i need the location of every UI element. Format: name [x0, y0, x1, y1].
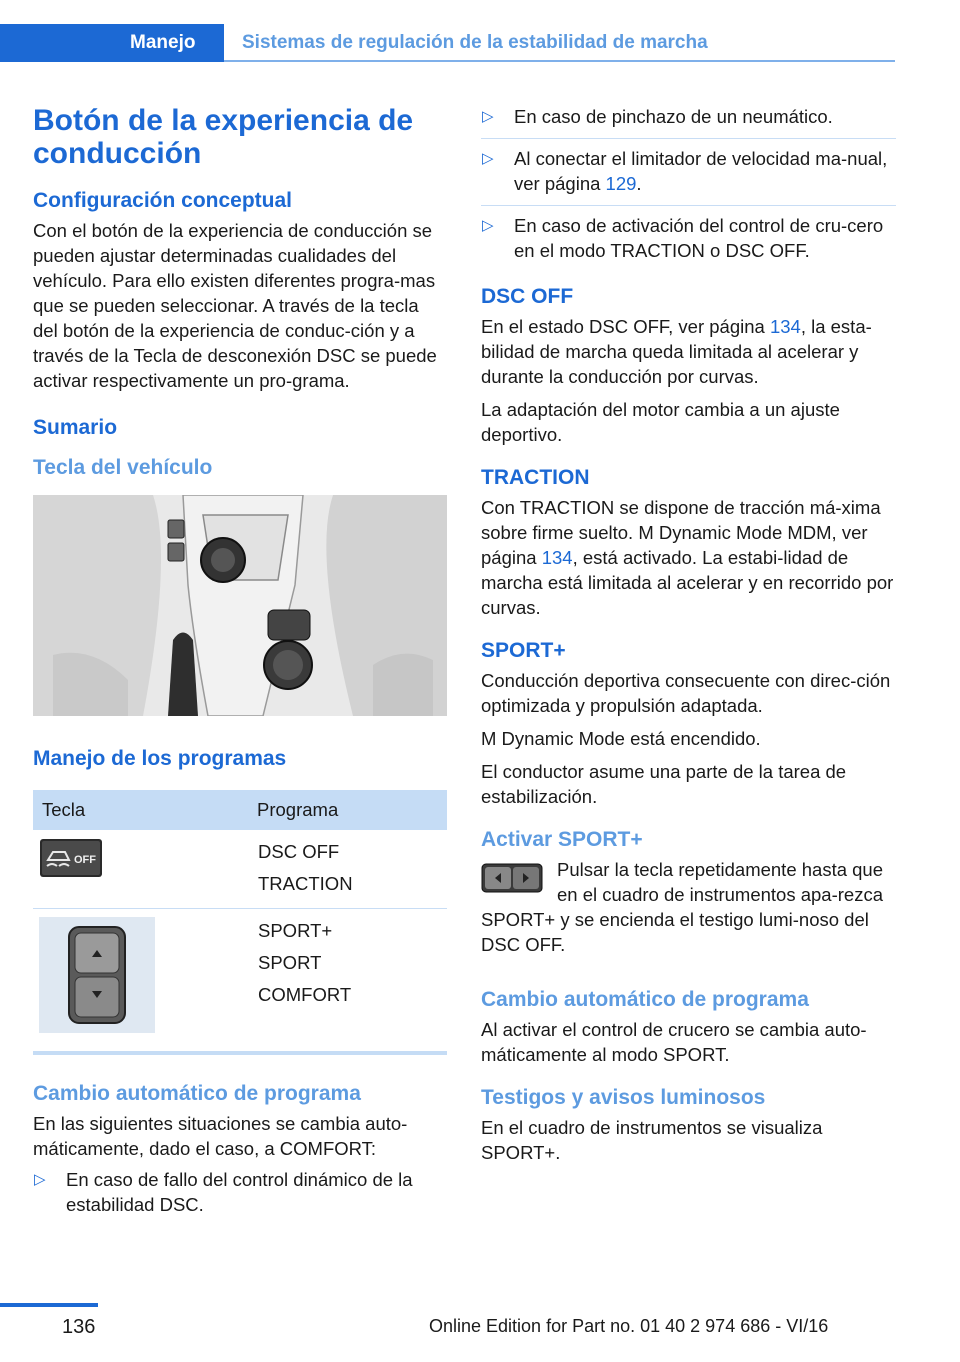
program-sport-plus: SPORT+ — [258, 920, 333, 941]
sport-plus-text-2: M Dynamic Mode está encendido. — [481, 728, 761, 749]
page-link-129[interactable]: 129 — [605, 173, 637, 194]
program-traction: TRACTION — [258, 873, 353, 894]
activate-sport-plus-block — [481, 857, 896, 957]
sport-plus-heading: SPORT+ — [481, 639, 566, 662]
left-column — [33, 100, 447, 1233]
list-item-text: Al conectar el limitador de velocidad ma‐nual, ver página — [514, 148, 888, 194]
key-cell — [33, 909, 249, 1054]
page-header — [0, 0, 960, 62]
traction-text-end: , está activado. La estabi‐lidad de marcha está limitada al acelerar y en recorrido por curvas. — [481, 547, 894, 618]
key-cell — [33, 830, 249, 909]
dsc-off-text-start: En el estado DSC OFF, ver página — [481, 316, 770, 337]
footer-rule — [0, 1303, 98, 1307]
header-program: Programa — [249, 790, 447, 830]
list-item — [481, 213, 896, 272]
triangle-bullet-icon: ▷ — [34, 1171, 46, 1188]
sport-plus-text-3: El conductor asume una parte de la tarea de estabilización. — [481, 761, 847, 807]
svg-text:OFF: OFF — [74, 854, 96, 866]
auto-change-2-text: Al activar el control de crucero se cambia auto‐máticamente al modo SPORT. — [481, 1019, 867, 1065]
driving-experience-rocker-icon — [481, 863, 543, 893]
center-console-illustration — [33, 495, 447, 716]
list-item-text-end: . — [636, 173, 642, 194]
list-item — [481, 104, 896, 139]
dsc-off-text-end: , la esta‐bilidad de marcha queda limitada al acelerar y durante la conducción por curvas. — [481, 316, 872, 387]
lights-heading: Testigos y avisos luminosos — [481, 1086, 766, 1109]
triangle-bullet-icon: ▷ — [482, 108, 494, 125]
table-row — [33, 909, 447, 1054]
concept-heading: Configuración conceptual — [33, 189, 293, 212]
dsc-off-text-2: La adaptación del motor cambia a un ajuste deportivo. — [481, 399, 840, 445]
triangle-bullet-icon: ▷ — [482, 150, 494, 167]
list-item-text: En caso de pinchazo de un neumático. — [514, 106, 833, 127]
summary-heading: Sumario — [33, 416, 118, 439]
auto-change-list — [33, 1167, 447, 1226]
page-link-134[interactable]: 134 — [541, 547, 573, 568]
header-rule — [224, 60, 895, 62]
page-title: Botón de la experiencia de conducción — [33, 104, 414, 170]
edition-note: Online Edition for Part no. 01 40 2 974 686 - VI/16 — [429, 1316, 829, 1336]
auto-change-list-continued — [481, 104, 896, 272]
dsc-off-text — [481, 314, 896, 389]
program-dsc-off: DSC OFF — [258, 841, 340, 862]
header-key: Tecla — [33, 790, 249, 830]
activate-sport-plus-text: Pulsar la tecla repetidamente hasta que en el cuadro de instrumentos apa‐rezca SPORT+ y se encienda el testigo lumi‐noso del DSC OFF. — [481, 859, 884, 955]
program-cell — [249, 909, 447, 1054]
program-sport: SPORT — [258, 952, 322, 973]
programs-table — [33, 790, 447, 1055]
table-row — [33, 830, 447, 909]
traction-text — [481, 495, 896, 620]
dsc-off-button-icon — [39, 838, 103, 878]
auto-change-2-heading: Cambio automático de programa — [481, 988, 809, 1011]
program-cell — [249, 830, 447, 909]
section-title: Manejo — [130, 32, 196, 53]
traction-text-start: Con TRACTION se dispone de tracción má‐xima sobre firme suelto. M Dynamic Mode MDM, ver página — [481, 497, 881, 568]
list-item-text: En caso de activación del control de cru‐cero en el modo TRACTION o DSC OFF. — [514, 215, 884, 261]
page-link-134[interactable]: 134 — [769, 316, 801, 337]
vehicle-key-heading: Tecla del vehículo — [33, 456, 213, 479]
activate-sport-plus-heading: Activar SPORT+ — [481, 828, 643, 851]
program-comfort: COMFORT — [258, 984, 352, 1005]
triangle-bullet-icon: ▷ — [482, 217, 494, 234]
sport-plus-text-1: Conducción deportiva consecuente con direc‐ción optimizada y propulsión adaptada. — [481, 670, 891, 716]
auto-change-heading: Cambio automático de programa — [33, 1082, 361, 1105]
auto-change-text: En las siguientes situaciones se cambia auto‐máticamente, dado el caso, a COMFORT: — [33, 1113, 408, 1159]
list-item-text: En caso de fallo del control dinámico de la estabilidad DSC. — [66, 1169, 413, 1215]
center-console-image — [33, 495, 447, 716]
right-column — [481, 104, 896, 1165]
page-number: 136 — [62, 1316, 96, 1338]
dsc-off-heading: DSC OFF — [481, 285, 574, 308]
table-header-row — [33, 790, 447, 830]
driving-experience-switch-icon — [39, 917, 155, 1033]
list-item — [33, 1167, 447, 1226]
chapter-title: Sistemas de regulación de la estabilidad de marcha — [242, 32, 708, 53]
concept-text: Con el botón de la experiencia de conducción se pueden ajustar determinadas cualidades del vehículo. Para ello existen diferentes progra‐mas que se pueden seleccionar. A través de la tecla del botón de la experiencia de conduc‐ción y a través de la Tecla de desconexión DSC se puede activar respectivamente un pro‐grama. — [33, 220, 437, 391]
traction-heading: TRACTION — [481, 466, 590, 489]
lights-text: En el cuadro de instrumentos se visualiza SPORT+. — [481, 1117, 823, 1163]
programs-heading: Manejo de los programas — [33, 747, 287, 770]
list-item — [481, 146, 896, 206]
